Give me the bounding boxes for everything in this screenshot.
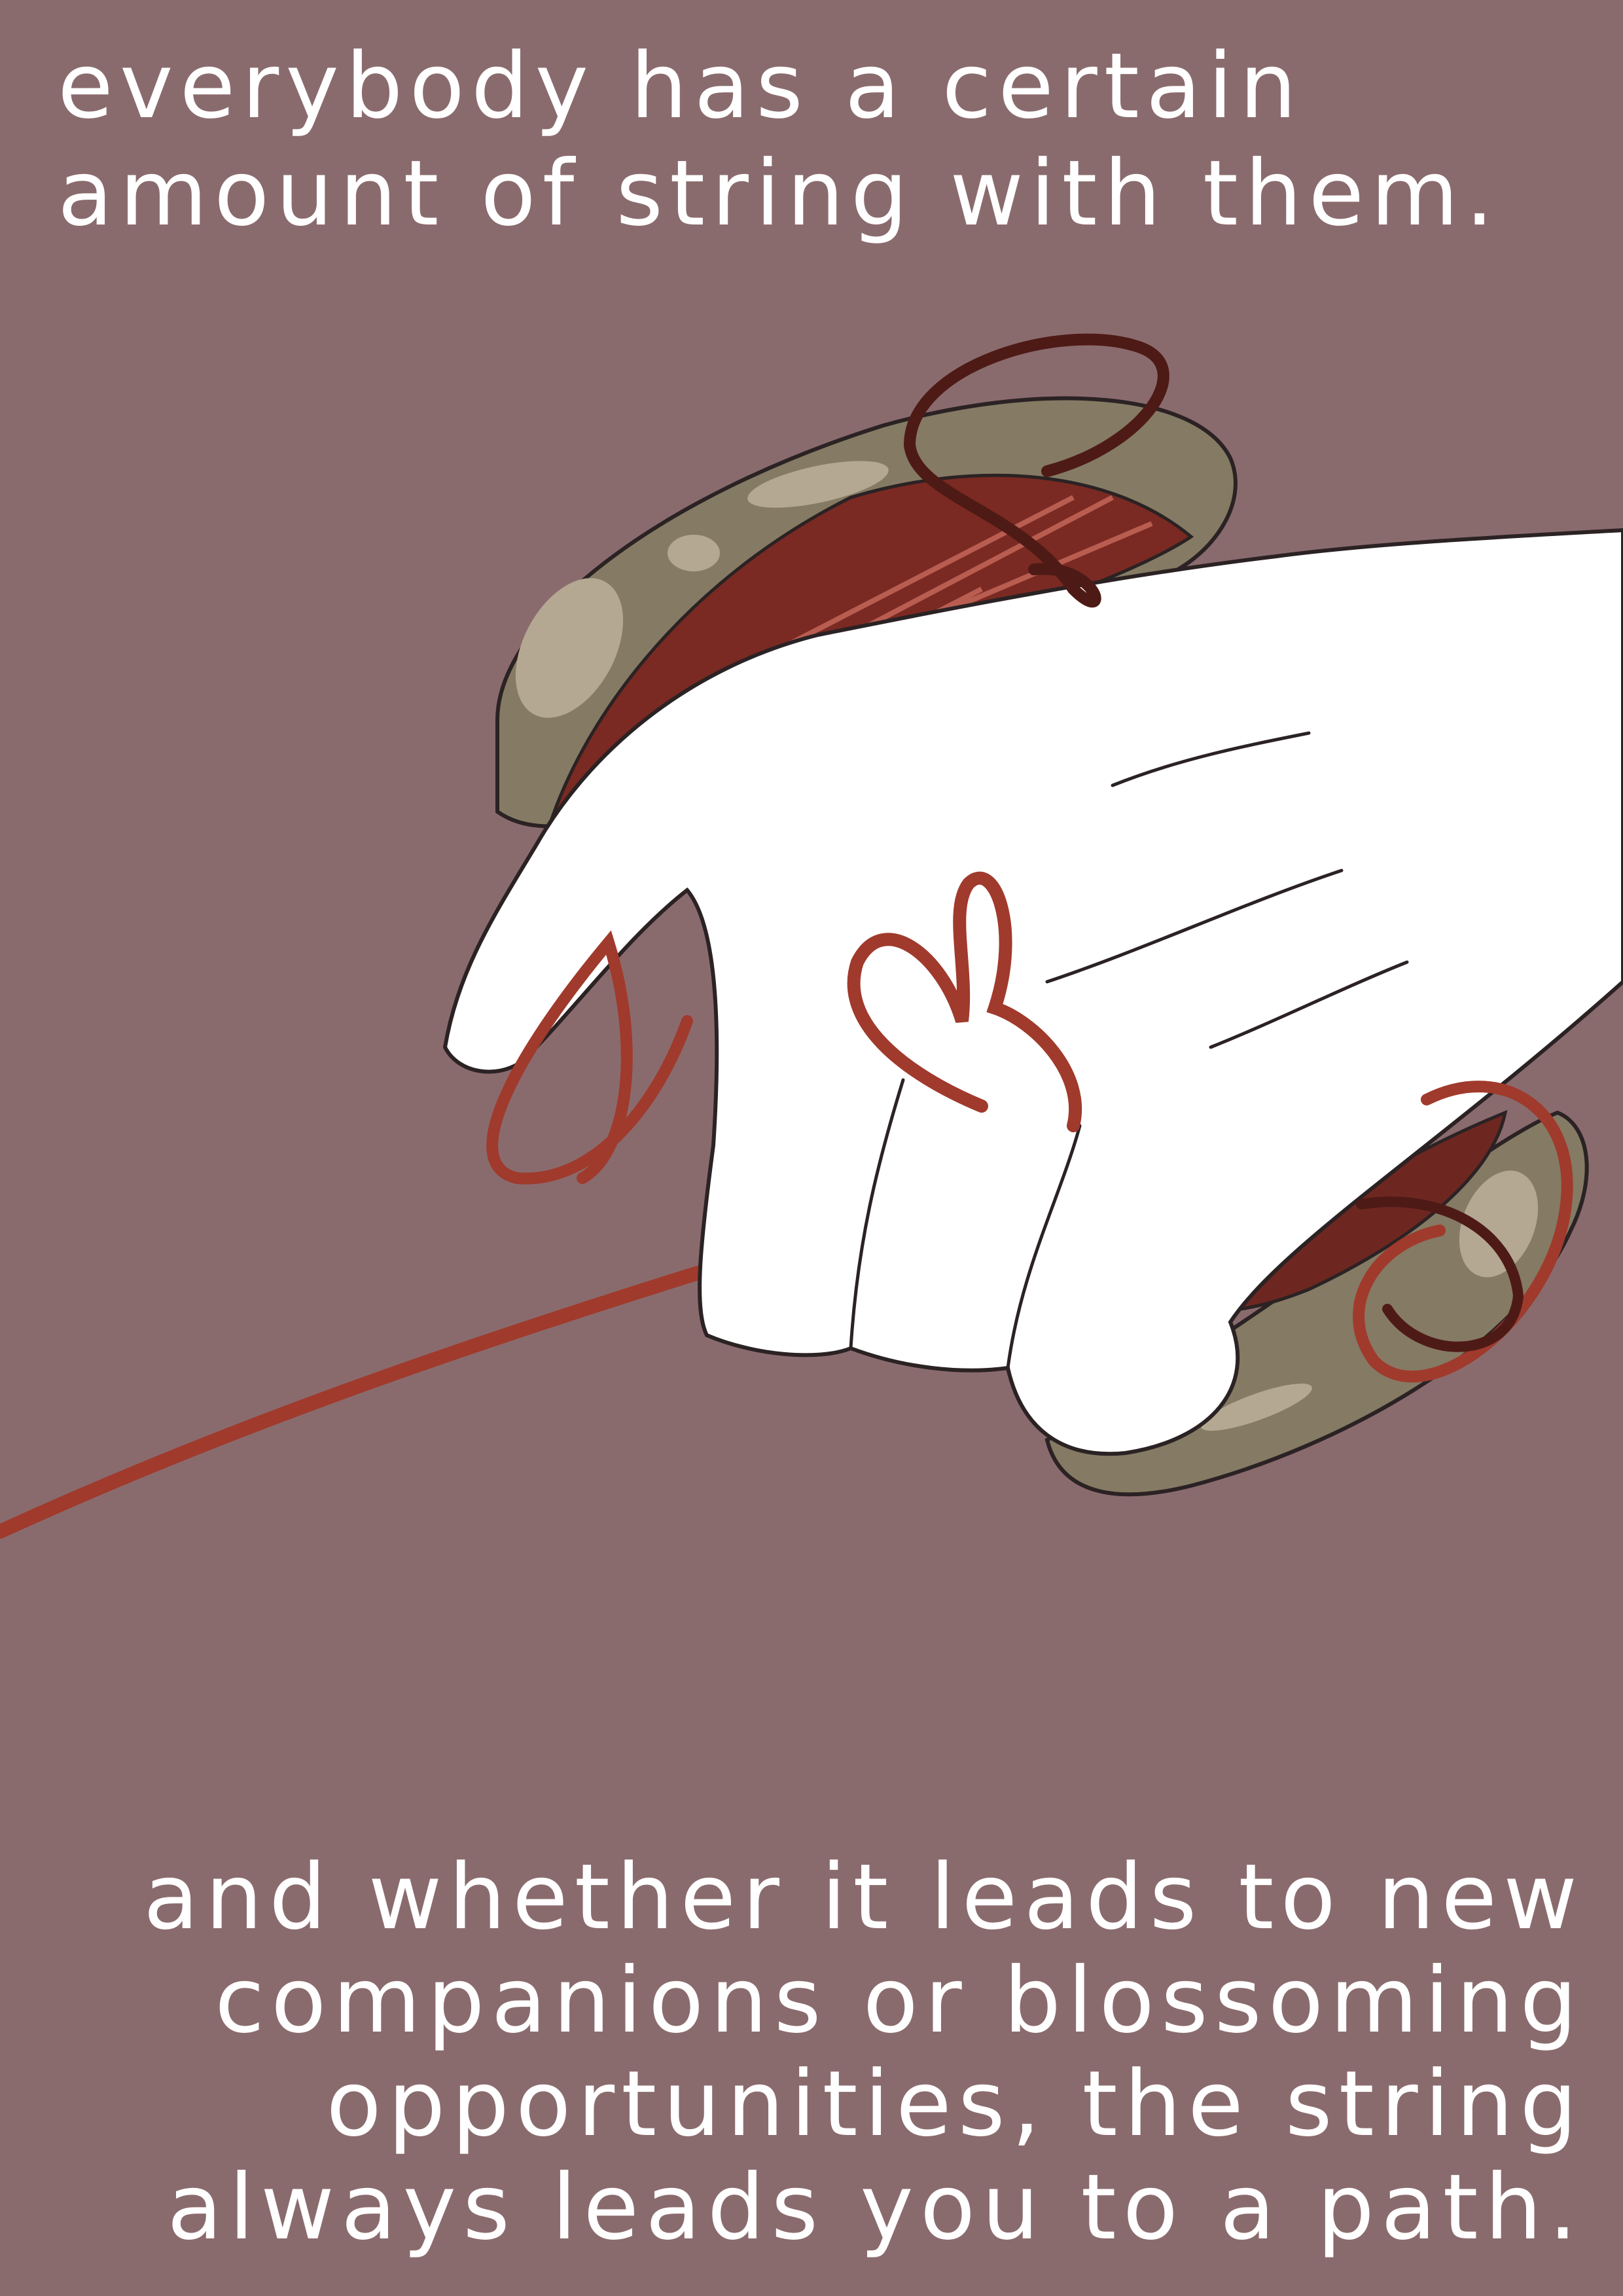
caption-top-line: amount of string with them.	[58, 141, 1501, 246]
caption-bottom-line: opportunities, the string	[326, 2051, 1584, 2157]
caption-bottom-line: always leads you to a path.	[167, 2155, 1584, 2260]
caption-bottom-line: and whether it leads to new	[143, 1844, 1584, 1950]
caption-top-line: everybody has a certain	[58, 33, 1304, 139]
caption-bottom-line: companions or blossoming	[215, 1948, 1584, 2053]
caption-bottom	[143, 1846, 1584, 2259]
spool-highlight	[668, 535, 720, 571]
caption-top	[58, 33, 1501, 247]
